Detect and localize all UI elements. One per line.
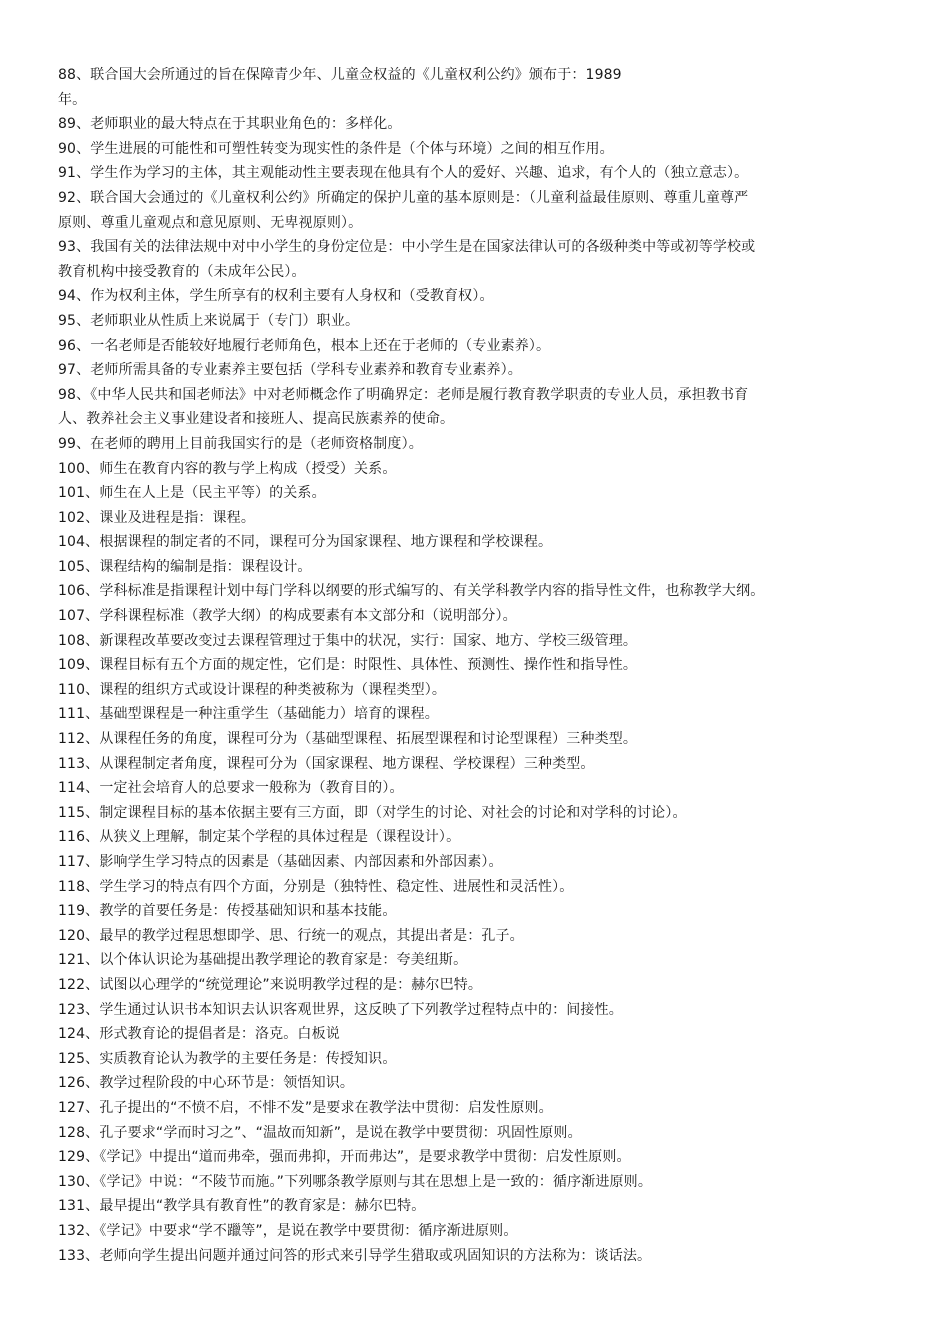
text-line: 93、我国有关的法律法规中对中小学生的身份定位是：中小学生是在国家法律认可的各级种类中等或初等学校或 xyxy=(58,239,756,256)
text-line: 127、孔子提出的“不愤不启，不悱不发”是要求在教学法中贯彻：启发性原则。 xyxy=(58,1099,553,1116)
text-line: 131、最早提出“教学具有教育性”的教育家是：赫尔巴特。 xyxy=(58,1198,426,1215)
text-line: 117、影响学生学习特点的因素是（基础因素、内部因素和外部因素）。 xyxy=(58,854,503,870)
text-line: 116、从狭义上理解，制定某个学程的具体过程是（课程设计）。 xyxy=(58,829,461,846)
text-line: 89、老师职业的最大特点在于其职业角色的：多样化。 xyxy=(58,116,402,133)
text-line: 99、在老师的聘用上目前我国实行的是（老师资格制度）。 xyxy=(58,435,423,452)
text-line: 111、基础型课程是一种注重学生（基础能力）培育的课程。 xyxy=(58,706,439,723)
text-line: 91、学生作为学习的主体，其主观能动性主要表现在他具有个人的爱好、兴趣、追求，有个人的（独立意志）。 xyxy=(58,165,749,182)
text-line: 94、作为权利主体，学生所享有的权利主要有人身权和（受教育权）。 xyxy=(58,288,494,305)
text-line: 109、课程目标有五个方面的规定性，它们是：时限性、具体性、预测性、操作性和指导性。 xyxy=(58,657,638,674)
text-line: 133、老师向学生提出问题并通过问答的形式来引导学生猎取或巩固知识的方法称为：谈话法。 xyxy=(58,1247,652,1264)
text-line: 122、试图以心理学的“统觉理论”来说明教学过程的是：赫尔巴特。 xyxy=(58,976,483,993)
document-page xyxy=(58,63,894,1268)
text-line: 107、学科课程标准（教学大纲）的构成要素有本文部分和（说明部分）。 xyxy=(58,608,517,625)
text-line: 125、实质教育论认为教学的主要任务是：传授知识。 xyxy=(58,1050,397,1067)
text-line: 年。 xyxy=(58,91,87,108)
text-line: 101、师生在人上是（民主平等）的关系。 xyxy=(58,485,326,502)
text-line: 教育机构中接受教育的（未成年公民）。 xyxy=(58,263,306,280)
text-line: 95、老师职业从性质上来说属于（专门）职业。 xyxy=(58,312,360,329)
text-line: 114、一定社会培育人的总要求一般称为（教育目的）。 xyxy=(58,780,404,797)
text-line: 106、学科标准是指课程计划中每门学科以纲要的形式编写的、有关学科教学内容的指导性文件，也称教学大纲。 xyxy=(58,583,765,600)
text-line: 124、形式教育论的提倡者是：洛克。白板说 xyxy=(58,1026,340,1043)
text-line: 98、《中华人民共和国老师法》中对老师概念作了明确界定：老师是履行教育教学职责的专业人员，承担教书育 xyxy=(58,386,749,403)
text-line: 128、孔子要求“学而时习之”、“温故而知新”，是说在教学中要贯彻：巩固性原则。 xyxy=(58,1124,582,1141)
text-line: 102、课业及进程是指：课程。 xyxy=(58,509,255,526)
text-line: 105、课程结构的编制是指：课程设计。 xyxy=(58,558,312,575)
text-line: 123、学生通过认识书本知识去认识客观世界，这反映了下列教学过程特点中的：间接性。 xyxy=(58,1001,623,1018)
text-line: 130、《学记》中说：“不陵节而施。”下列哪条教学原则与其在思想上是一致的：循序渐进原则。 xyxy=(58,1173,652,1190)
text-line: 120、最早的教学过程思想即学、思、行统一的观点，其提出者是：孔子。 xyxy=(58,927,524,944)
text-line: 108、新课程改革要改变过去课程管理过于集中的状况，实行：国家、地方、学校三级管理。 xyxy=(58,632,638,649)
text-line: 115、制定课程目标的基本依据主要有三方面，即（对学生的讨论、对社会的讨论和对学科的讨论）。 xyxy=(58,804,687,821)
text-line: 121、以个体认识论为基础提出教学理论的教育家是：夸美纽斯。 xyxy=(58,952,468,969)
text-line: 112、从课程任务的角度，课程可分为（基础型课程、拓展型课程和讨论型课程）三种类型。 xyxy=(58,731,638,748)
text-line: 原则、尊重儿童观点和意见原则、无卑视原则）。 xyxy=(58,214,363,231)
text-line: 100、师生在教育内容的教与学上构成（授受）关系。 xyxy=(58,460,397,477)
text-line: 104、根据课程的制定者的不同，课程可分为国家课程、地方课程和学校课程。 xyxy=(58,534,553,551)
text-line: 92、联合国大会通过的《儿童权利公约》所确定的保护儿童的基本原则是：（儿童利益最佳原则、尊重儿童尊严 xyxy=(58,189,749,206)
text-line: 88、联合国大会所通过的旨在保障青少年、儿童佥权益的《儿童权利公约》颁布于：1989 xyxy=(58,67,622,83)
text-line: 118、学生学习的特点有四个方面，分别是（独特性、稳定性、进展性和灵活性）。 xyxy=(58,878,574,895)
text-line: 人、教养社会主义事业建设者和接班人、提高民族素养的使命。 xyxy=(58,411,455,428)
text-line: 97、老师所需具备的专业素养主要包括（学科专业素养和教育专业素养）。 xyxy=(58,362,522,379)
text-line: 129、《学记》中提出“道而弗牵，强而弗抑，开而弗达”，是要求教学中贯彻：启发性原则。 xyxy=(58,1149,631,1166)
text-line: 126、教学过程阶段的中心环节是：领悟知识。 xyxy=(58,1075,355,1092)
text-line: 113、从课程制定者角度，课程可分为（国家课程、地方课程、学校课程）三种类型。 xyxy=(58,755,595,772)
text-line: 119、教学的首要任务是：传授基础知识和基本技能。 xyxy=(58,903,397,920)
text-line: 96、一名老师是否能较好地履行老师角色，根本上还在于老师的（专业素养）。 xyxy=(58,337,551,354)
text-line: 110、课程的组织方式或设计课程的种类被称为（课程类型）。 xyxy=(58,681,447,698)
text-line: 90、学生进展的可能性和可塑性转变为现实性的条件是（个体与环境）之间的相互作用。 xyxy=(58,140,614,157)
text-line: 132、《学记》中要求“学不躐等”，是说在教学中要贯彻：循序渐进原则。 xyxy=(58,1222,518,1239)
